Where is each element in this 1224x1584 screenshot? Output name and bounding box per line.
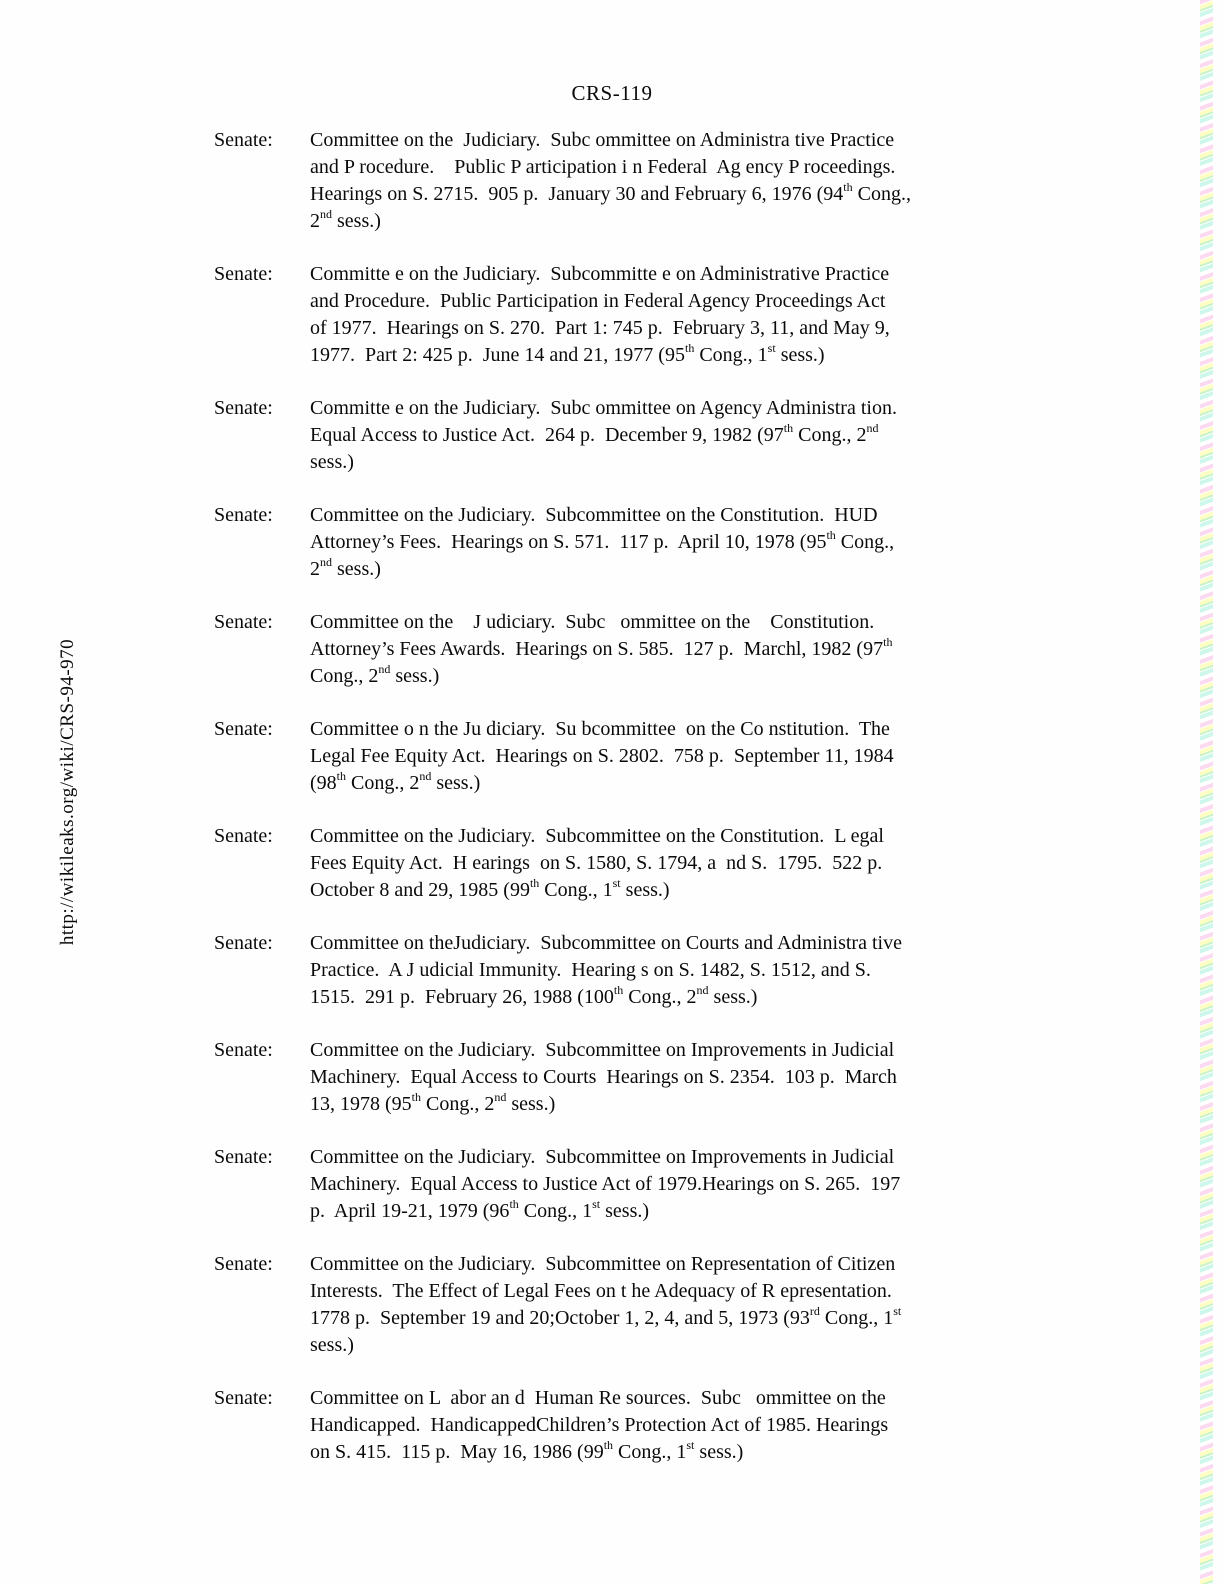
- citation-line: [310, 127, 1070, 154]
- citation-line: [310, 984, 1070, 1011]
- citation-text-run: Committe e on the Judiciary. Subcommitte e on Administrative Practice: [310, 263, 890, 285]
- entry-citation-text: [310, 716, 1070, 797]
- citation-text-run: Cong., 2: [793, 424, 867, 446]
- citation-text-run: Cong., 1: [819, 1307, 894, 1329]
- citation-line: [310, 877, 1070, 904]
- wikileaks-url-vertical: http://wikileaks.org/wiki/CRS-94-970: [57, 638, 78, 946]
- citation-line: [310, 342, 1070, 369]
- citation-line: [310, 154, 1070, 181]
- citation-text-run: Committee on the Judiciary. Subcommittee on Representation of Citizen: [310, 1253, 896, 1275]
- citation-line: [310, 850, 1070, 877]
- citation-text-run: 13, 1978 (95: [310, 1093, 412, 1115]
- ordinal-superscript: nd: [494, 1090, 507, 1105]
- citation-text-run: October 8 and 29, 1985 (99: [310, 879, 530, 901]
- citation-text-run: of 1977. Hearings on S. 270. Part 1: 745 p. February 3, 11, and May 9,: [310, 317, 890, 339]
- citation-text-run: Cong., 2: [346, 772, 420, 794]
- citation-text-run: Cong.,: [835, 531, 895, 553]
- citation-text-run: sess.): [332, 558, 381, 580]
- citation-text-run: Interests. The Effect of Legal Fees on t he Adequacy of R epresentation.: [310, 1280, 892, 1302]
- citation-text-run: Committee on the Judiciary. Subcommittee on the Constitution. HUD: [310, 504, 878, 526]
- entry-origin-label: Senate:: [214, 129, 273, 151]
- citation-text-run: Committee on L abor an d Human Re sources. Subc ommittee on the: [310, 1387, 886, 1409]
- citation-text-run: Cong.,: [852, 183, 911, 205]
- citation-text-run: Handicapped. HandicappedChildren’s Protection Act of 1985. Hearings: [310, 1414, 889, 1436]
- entry-citation-text: [310, 502, 1070, 583]
- citation-line: [310, 1144, 1070, 1171]
- citation-text-run: Cong., 1: [518, 1200, 593, 1222]
- citation-line: [310, 636, 1070, 663]
- citation-line: [310, 1091, 1070, 1118]
- ordinal-superscript: nd: [378, 662, 391, 677]
- citation-line: [310, 957, 1070, 984]
- ordinal-superscript: st: [686, 1438, 695, 1453]
- citation-text-run: Cong., 2: [310, 665, 379, 687]
- citation-text-run: Committee o n the Ju diciary. Su bcommittee on the Co nstitution. The: [310, 718, 890, 740]
- ordinal-superscript: th: [613, 983, 624, 998]
- citation-line: [310, 1198, 1070, 1225]
- citation-line: [310, 1278, 1070, 1305]
- citation-line: [310, 1305, 1070, 1332]
- citation-text-run: Attorney’s Fees. Hearings on S. 571. 117 p. April 10, 1978 (95: [310, 531, 827, 553]
- ordinal-superscript: th: [336, 769, 347, 784]
- ordinal-superscript: nd: [320, 555, 332, 570]
- citation-text-run: Equal Access to Justice Act. 264 p. December 9, 1982 (97: [310, 424, 784, 446]
- citation-entry: [214, 1037, 1074, 1118]
- ordinal-superscript: th: [603, 1438, 614, 1453]
- citation-line: [310, 1332, 1070, 1359]
- citation-line: [310, 529, 1070, 556]
- citation-text-run: Committee on the Judiciary. Subcommittee on Improvements in Judicial: [310, 1039, 895, 1061]
- citation-line: [310, 823, 1070, 850]
- citation-text-run: sess.): [775, 344, 825, 366]
- entry-origin-label: Senate:: [214, 1039, 273, 1061]
- ordinal-superscript: th: [509, 1197, 519, 1212]
- citation-line: [310, 315, 1070, 342]
- citation-text-run: Practice. A J udicial Immunity. Hearing s on S. 1482, S. 1512, and S.: [310, 959, 871, 981]
- citation-line: [310, 1385, 1070, 1412]
- citation-entry: [214, 395, 1074, 476]
- citation-text-run: and Procedure. Public Participation in Federal Agency Proceedings Act: [310, 290, 886, 312]
- citation-line: [310, 1439, 1070, 1466]
- citation-line: [310, 502, 1070, 529]
- citation-line: [310, 449, 1070, 476]
- entry-citation-text: [310, 823, 1070, 904]
- entry-origin-label: Senate:: [214, 932, 273, 954]
- ordinal-superscript: nd: [696, 983, 709, 998]
- citation-line: [310, 716, 1070, 743]
- citation-entry: [214, 1385, 1074, 1466]
- citation-text-run: Legal Fee Equity Act. Hearings on S. 2802. 758 p. September 11, 1984: [310, 745, 894, 767]
- citation-line: [310, 288, 1070, 315]
- page-title: CRS-119: [571, 81, 653, 105]
- citation-line: [310, 930, 1070, 957]
- citation-text-run: sess.): [310, 1334, 354, 1356]
- entry-citation-text: [310, 1385, 1070, 1466]
- citation-entry: [214, 930, 1074, 1011]
- citation-text-run: sess.): [332, 210, 381, 232]
- citation-text-run: Machinery. Equal Access to Courts Hearings on S. 2354. 103 p. March: [310, 1066, 897, 1088]
- citation-line: [310, 181, 1070, 208]
- citation-line: [310, 422, 1070, 449]
- citation-entry: [214, 127, 1074, 235]
- citation-line: [310, 770, 1070, 797]
- citation-entry: [214, 1144, 1074, 1225]
- entry-citation-text: [310, 127, 1070, 235]
- citation-text-run: sess.): [708, 986, 758, 1008]
- citation-text-run: sess.): [506, 1093, 556, 1115]
- citation-text-run: Attorney’s Fees Awards. Hearings on S. 585. 127 p. Marchl, 1982 (97: [310, 638, 884, 660]
- citation-line: [310, 1412, 1070, 1439]
- ordinal-superscript: st: [612, 876, 621, 891]
- citation-text-run: sess.): [310, 451, 354, 473]
- entry-citation-text: [310, 1037, 1070, 1118]
- citation-text-run: Committe e on the Judiciary. Subc ommittee on Agency Administra tion.: [310, 397, 897, 419]
- ordinal-superscript: st: [893, 1304, 902, 1319]
- citation-entry: [214, 609, 1074, 690]
- entry-origin-label: Senate:: [214, 718, 273, 740]
- citation-text-run: Committee on theJudiciary. Subcommittee on Courts and Administra tive: [310, 932, 902, 954]
- citation-text-run: 2: [310, 210, 320, 232]
- citation-text-run: (98: [310, 772, 337, 794]
- citation-text-run: Committee on the J udiciary. Subc ommittee on the Constitution.: [310, 611, 875, 633]
- entry-origin-label: Senate:: [214, 1146, 273, 1168]
- citation-text-run: Committee on the Judiciary. Subc ommittee on Administra tive Practice: [310, 129, 895, 151]
- citation-line: [310, 1171, 1070, 1198]
- citation-line: [310, 261, 1070, 288]
- citation-text-run: on S. 415. 115 p. May 16, 1986 (99: [310, 1441, 604, 1463]
- entry-origin-label: Senate:: [214, 1253, 273, 1275]
- scan-edge-pattern: [1200, 0, 1213, 1584]
- entry-origin-label: Senate:: [214, 1387, 273, 1409]
- ordinal-superscript: nd: [866, 421, 879, 436]
- ordinal-superscript: th: [529, 876, 540, 891]
- citation-text-run: sess.): [600, 1200, 650, 1222]
- ordinal-superscript: st: [767, 341, 776, 356]
- ordinal-superscript: th: [783, 421, 794, 436]
- citation-text-run: sess.): [431, 772, 481, 794]
- entry-origin-label: Senate:: [214, 825, 273, 847]
- citation-text-run: p. April 19-21, 1979 (96: [310, 1200, 510, 1222]
- citation-line: [310, 1251, 1070, 1278]
- ordinal-superscript: nd: [419, 769, 432, 784]
- citation-text-run: Machinery. Equal Access to Justice Act of 1979.Hearings on S. 265. 197: [310, 1173, 901, 1195]
- citation-line: [310, 1037, 1070, 1064]
- ordinal-superscript: th: [826, 528, 836, 543]
- citation-line: [310, 609, 1070, 636]
- citation-text-run: Cong., 2: [623, 986, 697, 1008]
- citation-entry: [214, 716, 1074, 797]
- citation-line: [310, 395, 1070, 422]
- entry-citation-text: [310, 1251, 1070, 1359]
- entry-citation-text: [310, 261, 1070, 369]
- citation-line: [310, 663, 1070, 690]
- citation-text-run: Committee on the Judiciary. Subcommittee on the Constitution. L egal: [310, 825, 884, 847]
- citation-text-run: Cong., 1: [539, 879, 613, 901]
- ordinal-superscript: nd: [320, 207, 332, 222]
- citation-line: [310, 1064, 1070, 1091]
- citation-text-run: sess.): [620, 879, 670, 901]
- entry-citation-text: [310, 395, 1070, 476]
- citation-line: [310, 208, 1070, 235]
- ordinal-superscript: rd: [809, 1304, 820, 1319]
- ordinal-superscript: th: [684, 341, 695, 356]
- citation-entry: [214, 261, 1074, 369]
- entries-list: [214, 127, 1074, 1492]
- citation-text-run: Cong., 1: [613, 1441, 687, 1463]
- citation-text-run: Fees Equity Act. H earings on S. 1580, S. 1794, a nd S. 1795. 522 p.: [310, 852, 883, 874]
- citation-text-run: Cong., 1: [694, 344, 768, 366]
- ordinal-superscript: th: [411, 1090, 422, 1105]
- entry-citation-text: [310, 930, 1070, 1011]
- citation-entry: [214, 502, 1074, 583]
- citation-entry: [214, 1251, 1074, 1359]
- citation-entry: [214, 823, 1074, 904]
- citation-text-run: 1515. 291 p. February 26, 1988 (100: [310, 986, 614, 1008]
- citation-text-run: 1977. Part 2: 425 p. June 14 and 21, 1977 (95: [310, 344, 685, 366]
- citation-text-run: 1778 p. September 19 and 20;October 1, 2, 4, and 5, 1973 (93: [310, 1307, 810, 1329]
- entry-origin-label: Senate:: [214, 263, 273, 285]
- entry-origin-label: Senate:: [214, 611, 273, 633]
- citation-line: [310, 556, 1070, 583]
- entry-origin-label: Senate:: [214, 504, 273, 526]
- citation-text-run: Cong., 2: [421, 1093, 495, 1115]
- citation-text-run: sess.): [694, 1441, 744, 1463]
- entry-citation-text: [310, 1144, 1070, 1225]
- citation-text-run: and P rocedure. Public P articipation i n Federal Ag ency P roceedings.: [310, 156, 896, 178]
- ordinal-superscript: th: [883, 635, 893, 650]
- citation-text-run: sess.): [390, 665, 440, 687]
- entry-citation-text: [310, 609, 1070, 690]
- ordinal-superscript: th: [843, 180, 853, 195]
- ordinal-superscript: st: [592, 1197, 601, 1212]
- citation-line: [310, 743, 1070, 770]
- citation-text-run: Committee on the Judiciary. Subcommittee on Improvements in Judicial: [310, 1146, 895, 1168]
- citation-text-run: 2: [310, 558, 320, 580]
- citation-text-run: Hearings on S. 2715. 905 p. January 30 and February 6, 1976 (94: [310, 183, 844, 205]
- entry-origin-label: Senate:: [214, 397, 273, 419]
